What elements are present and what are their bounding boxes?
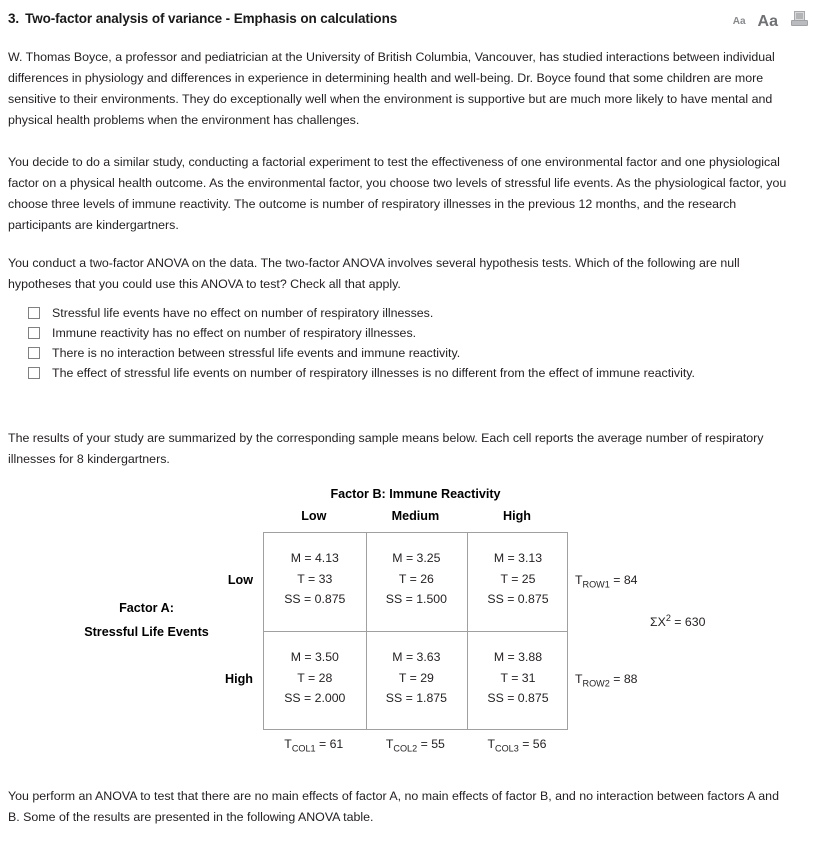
row-total-2-symbol: T: [575, 672, 583, 686]
row-total-1-value: = 84: [613, 573, 638, 587]
checkbox-option-3[interactable]: [28, 347, 40, 359]
cell-ss: SS = 0.875: [284, 592, 346, 606]
list-item[interactable]: [28, 343, 798, 363]
list-item[interactable]: [28, 363, 798, 383]
question-prompt-paragraph: You conduct a two-factor ANOVA on the data. The two-factor ANOVA involves several hypothesis tests. Which of the following are null hypotheses that you could use this ANOVA to test? Check all that apply.: [8, 256, 740, 291]
cell-ss: SS = 0.875: [487, 691, 549, 705]
list-item[interactable]: [28, 323, 798, 343]
cell-mean: M = 3.50: [290, 650, 339, 664]
factor-a-label-line1: Factor A:: [119, 601, 174, 615]
column-total-2-symbol: T: [385, 737, 394, 751]
cell-high-high: [467, 632, 569, 730]
option-label-3: There is no interaction between stressful life events and immune reactivity.: [52, 346, 461, 360]
cell-total: T = 28: [297, 670, 333, 685]
cell-total: T = 31: [500, 670, 536, 685]
column-header-low: Low: [301, 509, 327, 523]
column-header-medium: Medium: [391, 509, 440, 523]
cell-ss: SS = 1.875: [385, 691, 447, 705]
checkbox-option-1[interactable]: [28, 307, 40, 319]
factor-a-label-line2: Stressful Life Events: [84, 625, 209, 639]
header-toolbar: [733, 10, 809, 34]
page-title: [8, 11, 397, 26]
sample-means-matrix: [0, 487, 820, 762]
row-total-2: [575, 672, 638, 688]
cell-mean: M = 3.63: [392, 650, 441, 664]
row-total-1-subscript: ROW1: [582, 579, 610, 590]
increase-font-size-button[interactable]: Aa: [757, 13, 778, 30]
study-design-paragraph: You decide to do a similar study, conducting a factorial experiment to test the effectiveness of one environmental factor and one physiological factor on a physical health outcome. As the environmental factor, you choose two levels of stressful life events. As the physiological factor, you choose three levels of immune reactivity. The outcome is number of respiratory illnesses in the previous 12 months, and the research participants are kindergartners.: [8, 155, 787, 232]
option-label-4: The effect of stressful life events on number of respiratory illnesses is no different from the effect of immune reactivity.: [52, 366, 695, 380]
factor-b-title: Factor B: Immune Reactivity: [330, 487, 501, 501]
row-header-high: High: [225, 672, 253, 686]
cell-mean: M = 3.88: [493, 650, 543, 664]
column-total-1: [263, 737, 365, 753]
question-title-text: Two-factor analysis of variance - Emphasis on calculations: [25, 11, 398, 26]
data-grid: [263, 532, 568, 730]
cell-mean: M = 4.13: [290, 551, 339, 565]
decrease-font-size-button[interactable]: Aa: [732, 16, 746, 27]
sum-squares-superscript: 2: [665, 613, 671, 623]
row-total-2-subscript: ROW2: [582, 678, 610, 689]
column-total-2: [365, 737, 467, 753]
cell-ss: SS = 0.875: [487, 592, 549, 606]
column-total-2-subscript: COL2: [393, 743, 418, 754]
cell-total: T = 29: [398, 670, 434, 685]
option-label-1: Stressful life events have no effect on number of respiratory illnesses.: [52, 306, 434, 320]
column-total-3-subscript: COL3: [495, 743, 519, 754]
question-header: [0, 0, 820, 40]
checkbox-option-4[interactable]: [28, 367, 40, 379]
question-number: 3.: [8, 11, 20, 26]
results-summary-paragraph: The results of your study are summarized by the corresponding sample means below. Each cell reports the average number of respiratory illnesses for 8 kindergartners.: [8, 431, 764, 466]
cell-mean: M = 3.13: [493, 551, 543, 565]
column-total-1-symbol: T: [284, 737, 292, 751]
sum-squares-value: = 630: [674, 615, 706, 630]
cell-low-low: [264, 533, 366, 631]
column-total-3: [466, 737, 568, 753]
cell-low-medium: [366, 533, 468, 631]
cell-mean: M = 3.25: [392, 551, 441, 565]
cell-ss: SS = 1.500: [385, 592, 447, 606]
cell-total: T = 25: [500, 571, 536, 586]
column-total-2-value: = 55: [420, 737, 445, 751]
cell-low-high: [467, 533, 569, 631]
hypothesis-options-list: [28, 303, 798, 383]
column-total-3-value: = 56: [522, 737, 547, 751]
row-total-1-symbol: T: [575, 573, 583, 587]
option-label-2: Immune reactivity has no effect on number of respiratory illnesses.: [52, 326, 417, 340]
cell-total: T = 26: [398, 571, 434, 586]
intro-paragraph: W. Thomas Boyce, a professor and pediatrician at the University of British Columbia, Vancouver, has studied interactions between individual differences in physiology and differences in experience in determining health and well-being. Dr. Boyce found that some children are more sensitive to their environments. They do exceptionally well when the environment is supportive but are much more likely to have mental and physical health problems when the environment has challenges.: [8, 50, 775, 127]
printer-icon[interactable]: [790, 10, 809, 34]
column-total-1-subscript: COL1: [291, 743, 316, 754]
cell-ss: SS = 2.000: [284, 691, 346, 705]
sum-of-squared-scores: [650, 613, 705, 629]
row-header-low: Low: [227, 573, 253, 587]
row-total-1: [575, 573, 638, 589]
cell-high-low: [264, 632, 366, 730]
row-total-2-value: = 88: [613, 672, 638, 686]
cell-high-medium: [366, 632, 468, 730]
checkbox-option-2[interactable]: [28, 327, 40, 339]
column-total-1-value: = 61: [319, 737, 344, 751]
anova-intro-paragraph: You perform an ANOVA to test that there are no main effects of factor A, no main effects of factor B, and no interaction between factors A and B. Some of the results are presented in the following ANOVA table.: [8, 789, 779, 824]
column-header-high: High: [502, 509, 531, 523]
list-item[interactable]: [28, 303, 798, 323]
cell-total: T = 33: [297, 571, 333, 586]
sum-squares-symbol: ΣX: [650, 615, 666, 630]
column-total-3-symbol: T: [487, 737, 495, 751]
